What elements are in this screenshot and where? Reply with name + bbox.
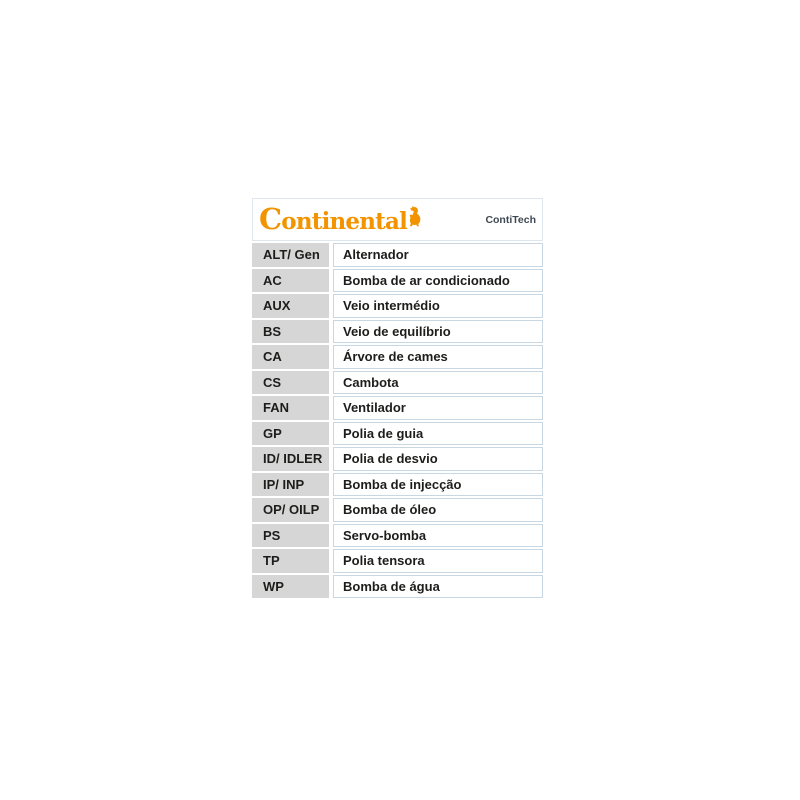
continental-wordmark: Continental (259, 202, 408, 236)
abbreviation-description: Bomba de injecção (333, 473, 543, 497)
table-row (252, 498, 543, 522)
abbreviation-code: WP (252, 575, 329, 599)
table-row (252, 447, 543, 471)
table-row (252, 549, 543, 573)
abbreviation-description: Veio intermédio (333, 294, 543, 318)
abbreviation-description: Polia de guia (333, 422, 543, 446)
abbreviation-code: IP/ INP (252, 473, 329, 497)
abbreviation-description: Bomba de água (333, 575, 543, 599)
abbreviation-code: AUX (252, 294, 329, 318)
table-row (252, 575, 543, 599)
table-row (252, 396, 543, 420)
abbreviation-description: Bomba de ar condicionado (333, 269, 543, 293)
abbreviation-table (252, 243, 543, 598)
abbreviation-description: Polia de desvio (333, 447, 543, 471)
abbreviation-description: Cambota (333, 371, 543, 395)
abbreviation-code: OP/ OILP (252, 498, 329, 522)
table-row (252, 243, 543, 267)
table-row (252, 345, 543, 369)
abbreviation-code: AC (252, 269, 329, 293)
brand-header (252, 198, 543, 241)
abbreviation-description: Polia tensora (333, 549, 543, 573)
abbreviation-code: BS (252, 320, 329, 344)
abbreviation-code: TP (252, 549, 329, 573)
abbreviation-description: Alternador (333, 243, 543, 267)
abbreviation-description: Servo-bomba (333, 524, 543, 548)
abbreviation-code: ID/ IDLER (252, 447, 329, 471)
table-row (252, 269, 543, 293)
continental-logo (259, 202, 425, 236)
abbreviation-code: GP (252, 422, 329, 446)
table-row (252, 473, 543, 497)
table-row (252, 422, 543, 446)
legend-sheet (252, 198, 543, 600)
table-row (252, 294, 543, 318)
table-row (252, 320, 543, 344)
contitech-wordmark: ContiTech (485, 213, 536, 226)
abbreviation-description: Ventilador (333, 396, 543, 420)
table-row (252, 524, 543, 548)
abbreviation-description: Árvore de cames (333, 345, 543, 369)
abbreviation-code: CA (252, 345, 329, 369)
abbreviation-description: Veio de equilíbrio (333, 320, 543, 344)
abbreviation-code: FAN (252, 396, 329, 420)
horse-icon (408, 204, 425, 228)
abbreviation-code: ALT/ Gen (252, 243, 329, 267)
abbreviation-code: PS (252, 524, 329, 548)
abbreviation-code: CS (252, 371, 329, 395)
table-row (252, 371, 543, 395)
abbreviation-description: Bomba de óleo (333, 498, 543, 522)
